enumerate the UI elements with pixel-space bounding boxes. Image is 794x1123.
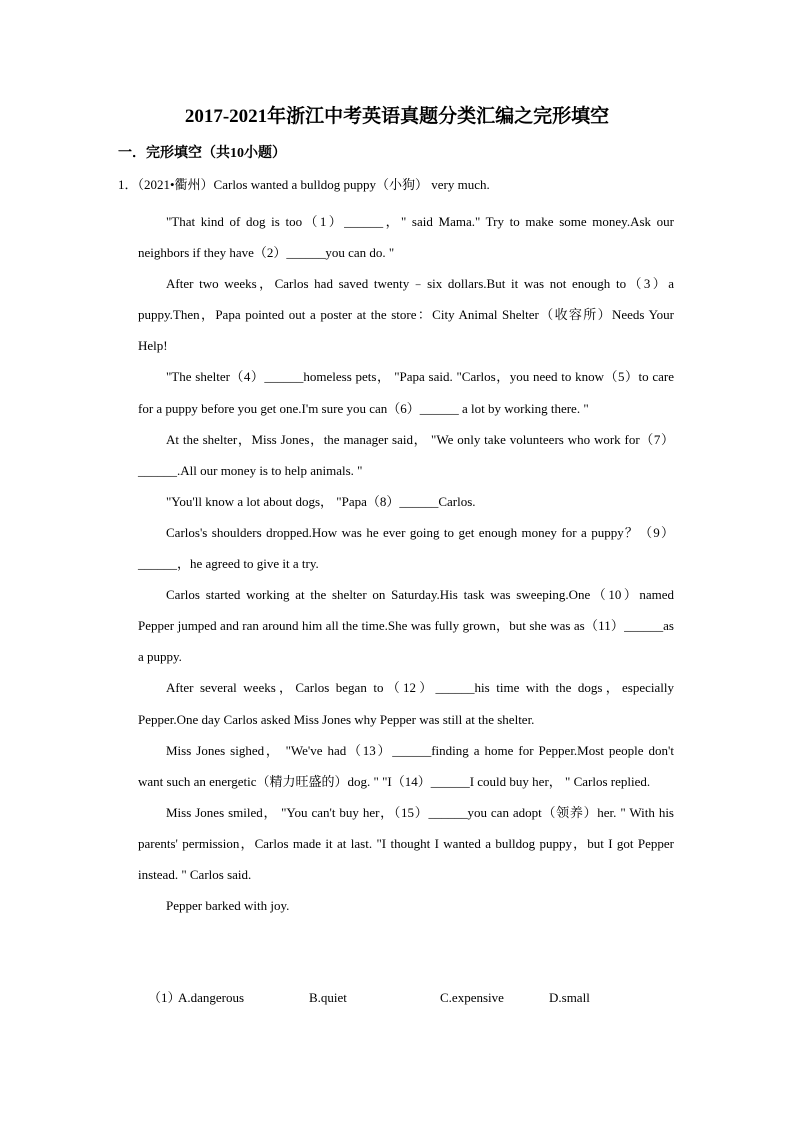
passage-paragraph: At the shelter，Miss Jones，the manager said， "We only take volunteers who work for（7）______.All our money is to help animals. " bbox=[138, 431, 674, 478]
passage bbox=[138, 206, 674, 921]
passage-paragraph: Pepper barked with joy. bbox=[166, 898, 290, 914]
option-number: （1） bbox=[148, 990, 181, 1005]
passage-paragraph: "That kind of dog is too（1）______，" said Mama." Try to make some money.Ask our neighbors if they have（2）______you can do. " bbox=[138, 214, 674, 261]
passage-paragraph: Miss Jones smiled， "You can't buy her，（15）______you can adopt（领养）her. " With his parents' permission，Carlos made it at last. "I thought I wanted a bulldog puppy，but I got Pepper instead. " Carlos said. bbox=[138, 804, 674, 882]
passage-paragraph: Carlos started working at the shelter on Saturday.His task was sweeping.One（10）named Pepper jumped and ran around him all the time.She was fully grown，but she was as（11）______as a puppy. bbox=[138, 587, 674, 665]
passage-paragraph: "The shelter（4）______homeless pets， "Papa said. "Carlos，you need to know（5）to care for a puppy before you get one.I'm sure you can（6）______ a lot by working there. " bbox=[138, 369, 674, 416]
passage-paragraph: "You'll know a lot about dogs， "Papa（8）______Carlos. bbox=[166, 493, 476, 509]
passage-paragraph: After two weeks，Carlos had saved twenty﹣six dollars.But it was not enough to（3）a puppy.Then，Papa pointed out a poster at the store：City Animal Shelter（收容所）Needs Your Help! bbox=[138, 276, 674, 354]
passage-paragraph: Carlos's shoulders dropped.How was he ever going to get enough money for a puppy？（9）______，he agreed to give it a try. bbox=[138, 524, 674, 572]
question-header: 1．（2021•衢州）Carlos wanted a bulldog puppy（小狗） very much. bbox=[118, 177, 490, 192]
option-d: D.small bbox=[549, 990, 590, 1005]
option-c: C.expensive bbox=[440, 990, 504, 1005]
option-a: A.dangerous bbox=[178, 990, 245, 1005]
passage-paragraph: Miss Jones sighed， "We've had（13）______finding a home for Pepper.Most people don't want such an energetic（精力旺盛的）dog. " "I（14）______I could buy her， " Carlos replied. bbox=[138, 742, 674, 789]
option-b: B.quiet bbox=[309, 990, 347, 1005]
section-heading: 一．完形填空（共10小题） bbox=[118, 146, 286, 161]
document-title: 2017-2021年浙江中考英语真题分类汇编之完形填空 bbox=[184, 106, 610, 127]
passage-paragraph: After several weeks，Carlos began to（12）______his time with the dogs，especially Pepper.One day Carlos asked Miss Jones why Pepper was still at the shelter. bbox=[138, 680, 674, 727]
